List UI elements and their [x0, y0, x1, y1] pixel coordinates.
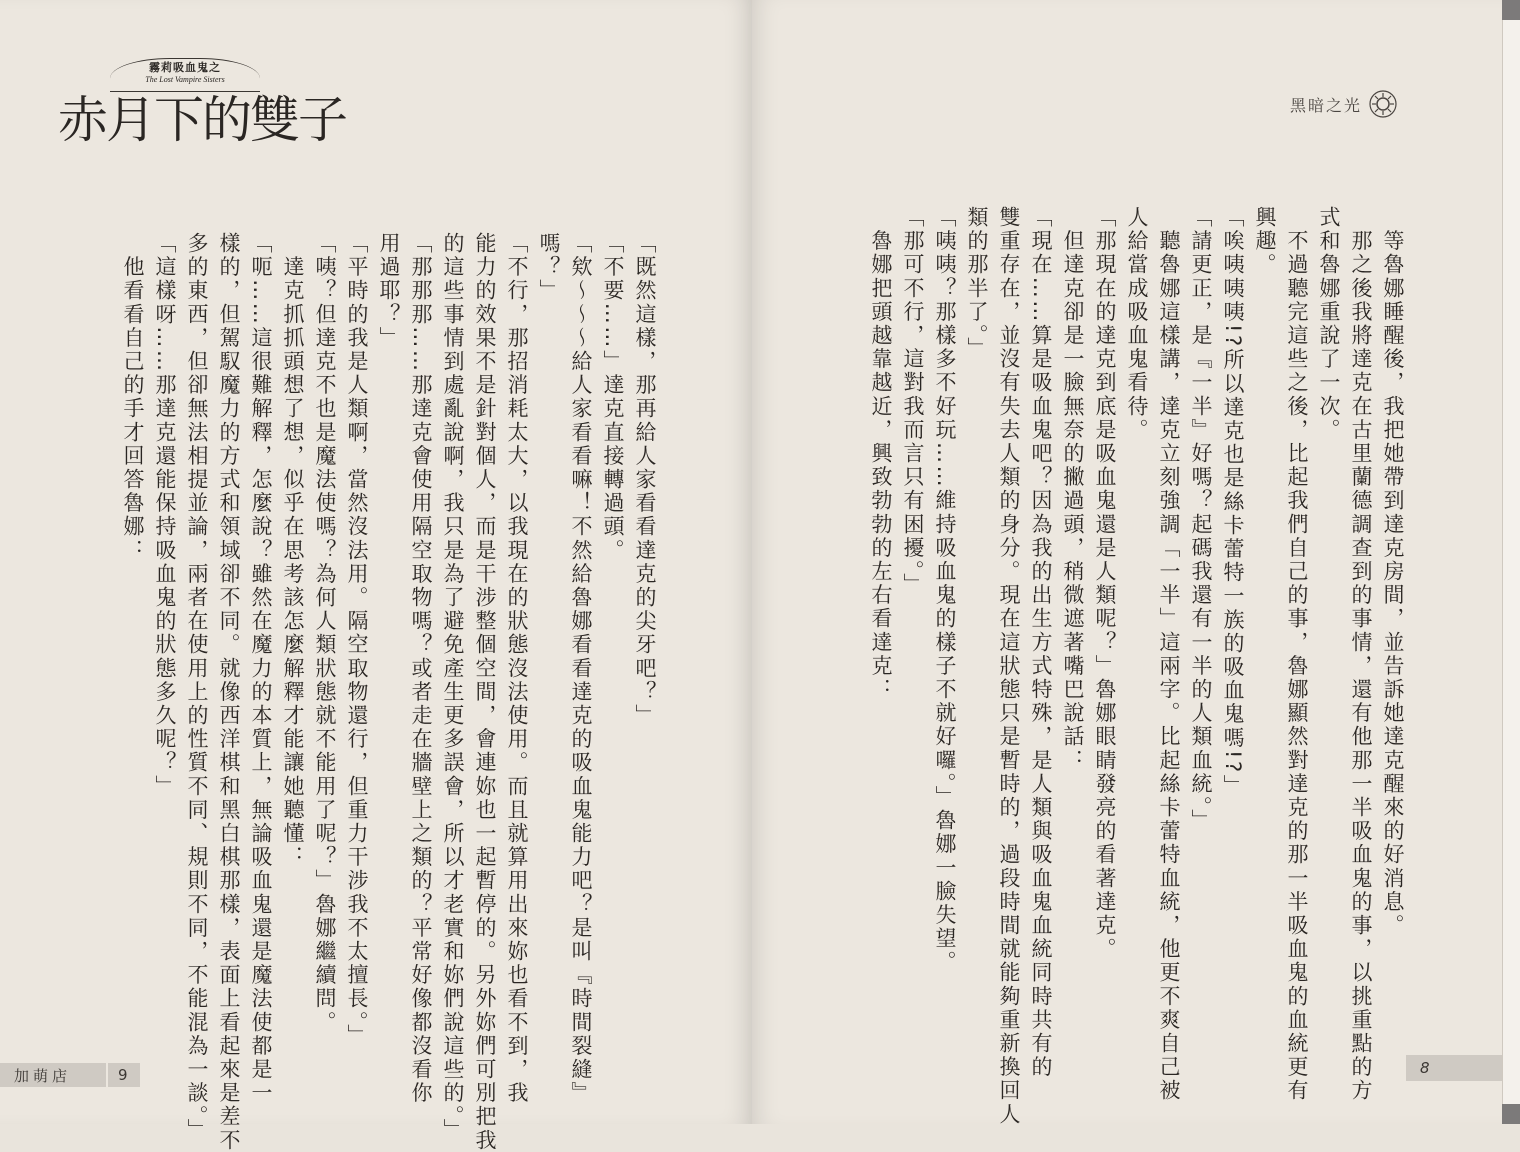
text-line: 嗎？」: [537, 232, 561, 303]
text-line: 他看看自己的手才回答魯娜：: [121, 232, 145, 563]
text-line: 多的東西，但卻無法相提並論，兩者在使用上的性質不同、規則不同，不能混為一談。」: [185, 232, 209, 1142]
text-line: 的這些事情到處亂說啊，我只是為了避免產生更多誤會，所以才老實和妳們說這些的。」: [441, 232, 465, 1142]
text-line: 「欸～～～給人家看看嘛！不然給魯娜看看達克的吸血鬼能力吧？是叫『時間裂縫』: [569, 232, 593, 1106]
text-line: 「平時的我是人類啊，當然沒法用。隔空取物還行，但重力干涉我不太擅長。」: [345, 232, 369, 1048]
text-line: 式和魯娜重說了一次。: [1317, 206, 1341, 442]
text-line: 「那那那……那達克會使用隔空取物嗎？或者走在牆壁上之類的？平常好像都沒看你: [409, 232, 433, 1106]
text-line: 但達克卻是一臉無奈的撇過頭，稍微遮著嘴巴說話：: [1061, 206, 1085, 773]
sun-icon: [1368, 89, 1398, 119]
text-line: 不過聽完這些之後，比起我們自己的事，魯娜顯然對達克的那一半吸血鬼的血統更有: [1285, 206, 1309, 1103]
scan-corner-top: [1502, 0, 1520, 20]
text-line: 雙重存在，並沒有失去人類的身分。現在這狀態只是暫時的，過段時間就能夠重新換回人: [997, 206, 1021, 1127]
page-number-right: 8: [1406, 1055, 1502, 1081]
text-line: 聽魯娜這樣講，達克立刻強調「一半」這兩字。比起絲卡蕾特血統，他更不爽自己被: [1157, 206, 1181, 1103]
logo-title: 赤月下的雙子: [58, 91, 346, 149]
text-line: 人給當成吸血鬼看待。: [1125, 206, 1149, 442]
logo-ribbon: [110, 58, 260, 92]
text-line: 興趣。: [1253, 206, 1277, 277]
footer-left: [0, 1063, 140, 1087]
running-head-title: 黑暗之光: [1290, 95, 1363, 115]
text-line: 「呃……這很難解釋，怎麼說？雖然在魔力的本質上，無論吸血鬼還是魔法使都是一: [249, 232, 273, 1106]
text-line: 「那現在的達克到底是吸血鬼還是人類呢？」魯娜眼睛發亮的看著達克。: [1093, 206, 1117, 962]
text-line: 類的那半了。」: [965, 206, 989, 361]
text-line: 「請更正，是『一半』好嗎？起碼我還有一半的人類血統。」: [1189, 206, 1213, 833]
text-line: 等魯娜睡醒後，我把她帶到達克房間，並告訴她達克醒來的好消息。: [1381, 206, 1405, 938]
page-edge: [1502, 0, 1520, 1124]
scan-corner-bottom: [1502, 1104, 1520, 1124]
text-line: 用過耶？」: [377, 232, 401, 350]
text-line: 「那可不行，這對我而言只有困擾。」: [901, 206, 925, 597]
publisher-name: 加萌店: [14, 1066, 72, 1085]
logo-subtitle: 霧莉吸血鬼之: [149, 61, 221, 74]
text-line: 達克抓抓頭想了想，似乎在思考該怎麼解釋才能讓她聽懂：: [281, 232, 305, 870]
text-line: 「咦咦？那樣多不好玩……維持吸血鬼的樣子不就好囉。」魯娜一臉失望。: [933, 206, 957, 975]
logo-subtitle-en: The Lost Vampire Sisters: [145, 75, 225, 84]
text-line: 魯娜把頭越靠越近，興致勃勃的左右看達克：: [869, 206, 893, 702]
text-line: 那之後我將達克在古里蘭德調查到的事情，還有他那一半吸血鬼的事，以挑重點的方: [1349, 206, 1373, 1103]
text-line: 「現在……算是吸血鬼吧？因為我的出生方式特殊，是人類與吸血鬼血統同時共有的: [1029, 206, 1053, 1080]
running-head: [1290, 86, 1398, 122]
text-line: 「不行，那招消耗太大，以我現在的狀態沒法使用。而且就算用出來妳也看不到，我: [505, 232, 529, 1106]
page-number-left: 9: [106, 1063, 128, 1087]
text-line: 「唉咦咦咦!?所以達克也是絲卡蕾特一族的吸血鬼嗎!?」: [1221, 206, 1245, 799]
text-line: 「既然這樣，那再給人家看看達克的尖牙吧？」: [633, 232, 657, 728]
text-line: 「這樣呀……那達克還能保持吸血鬼的狀態多久呢？」: [153, 232, 177, 799]
text-line: 能力的效果不是針對個人，而是干涉整個空間，會連妳也一起暫停的。另外妳們可別把我: [473, 232, 497, 1152]
text-line: 「咦？但達克不也是魔法使嗎？為何人類狀態就不能用了呢？」魯娜繼續問。: [313, 232, 337, 1035]
text-line: 「不要……」達克直接轉過頭。: [601, 232, 625, 563]
book-logo: [58, 52, 346, 162]
text-line: 樣的，但駕馭魔力的方式和領域卻不同。就像西洋棋和黑白棋那樣，表面上看起來是差不: [217, 232, 241, 1152]
